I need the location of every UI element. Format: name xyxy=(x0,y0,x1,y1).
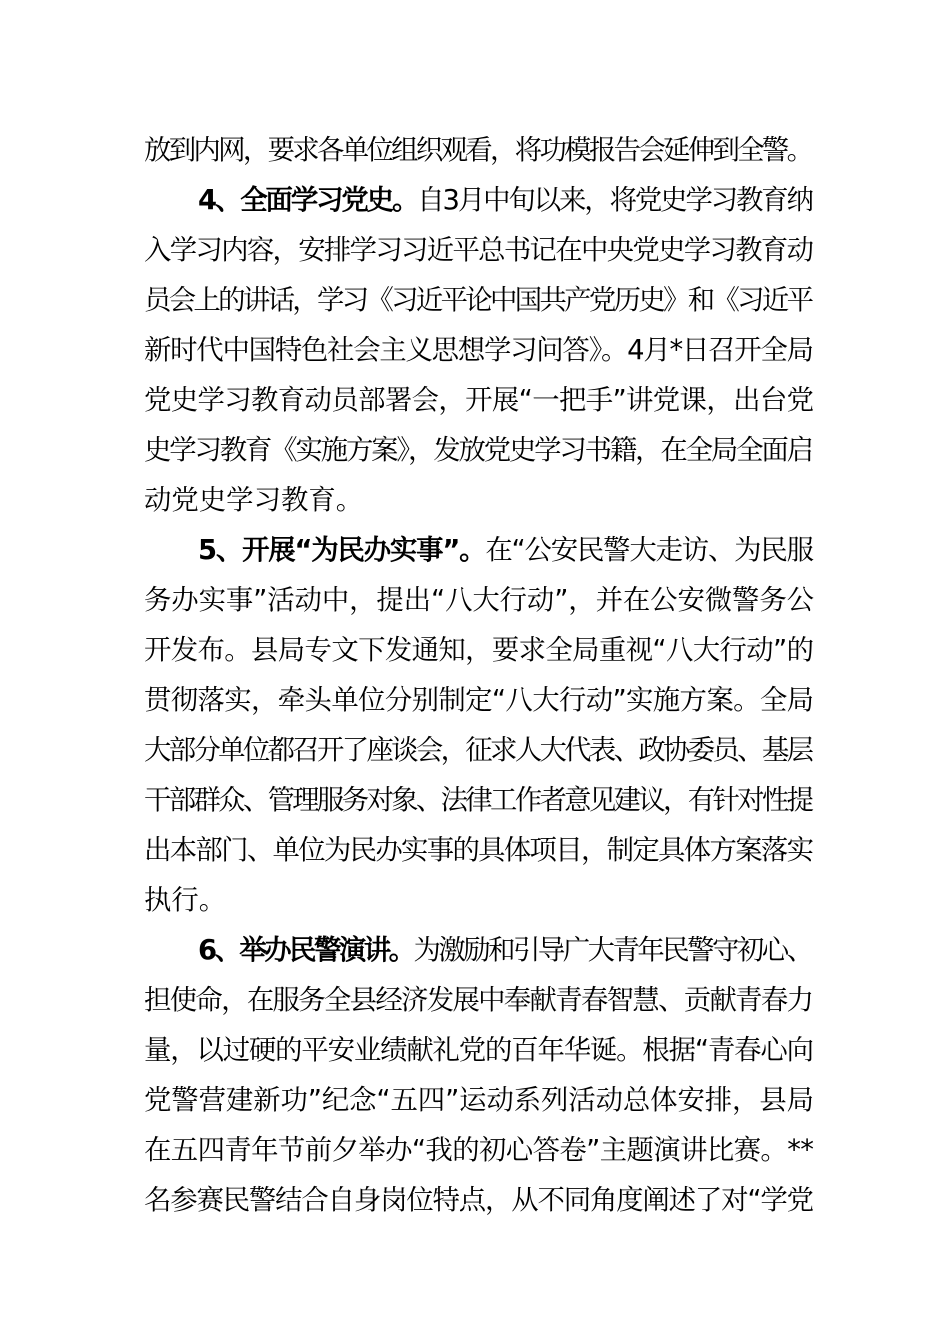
text-line: 贯彻落实，牵头单位分别制定“八大行动”实施方案。全局 xyxy=(144,685,814,716)
text-line: 入学习内容，安排学习习近平总书记在中央党史学习教育动 xyxy=(144,235,813,266)
section-text: 为激励和引导广大青年民警守初心、 xyxy=(413,935,812,966)
section-text: 自3月中旬以来，将党史学习教育纳 xyxy=(417,185,812,216)
text-line: 开发布。县局专文下发通知，要求全局重视“八大行动”的 xyxy=(144,635,814,666)
text-line: 务办实事”活动中，提出“八大行动”，并在公安微警务公 xyxy=(144,585,814,616)
text-line: 史学习教育《实施方案》，发放党史学习书籍，在全局全面启 xyxy=(144,435,812,466)
section-heading: 6、举办民警演讲。 xyxy=(198,935,414,966)
section-heading: 4、全面学习党史。 xyxy=(198,185,418,216)
section-5-line xyxy=(198,526,814,576)
text-line: 执行。 xyxy=(144,885,227,916)
text-line: 放到内网，要求各单位组织观看，将功模报告会延伸到全警。 xyxy=(144,135,812,166)
text-line: 新时代中国特色社会主义思想学习问答》。4月*日召开全局 xyxy=(144,335,813,366)
section-4-line xyxy=(198,176,814,226)
text-line: 动党史学习教育。 xyxy=(144,485,364,516)
section-text: 在“公安民警大走访、为民服 xyxy=(485,535,813,566)
section-6-line xyxy=(198,926,814,976)
text-line: 党史学习教育动员部署会，开展“一把手”讲党课，出台党 xyxy=(144,385,814,416)
text-line: 量，以过硬的平安业绩献礼党的百年华诞。根据“青春心向 xyxy=(144,1035,813,1066)
text-line: 出本部门、单位为民办实事的具体项目，制定具体方案落实 xyxy=(144,835,813,866)
text-line: 名参赛民警结合自身岗位特点，从不同角度阐述了对“学党 xyxy=(144,1185,813,1216)
section-heading: 5、开展“为民办实事”。 xyxy=(198,535,486,566)
text-line: 在五四青年节前夕举办“我的初心答卷”主题演讲比赛。** xyxy=(144,1135,814,1166)
text-line: 员会上的讲话，学习《习近平论中国共产党历史》和《习近平 xyxy=(144,285,812,316)
text-line: 党警营建新功”纪念“五四”运动系列活动总体安排，县局 xyxy=(144,1085,814,1116)
text-line: 干部群众、管理服务对象、法律工作者意见建议，有针对性提 xyxy=(144,785,812,816)
text-line: 担使命，在服务全县经济发展中奉献青春智慧、贡献青春力 xyxy=(144,985,813,1016)
text-line: 大部分单位都召开了座谈会，征求人大代表、政协委员、基层 xyxy=(144,735,812,766)
